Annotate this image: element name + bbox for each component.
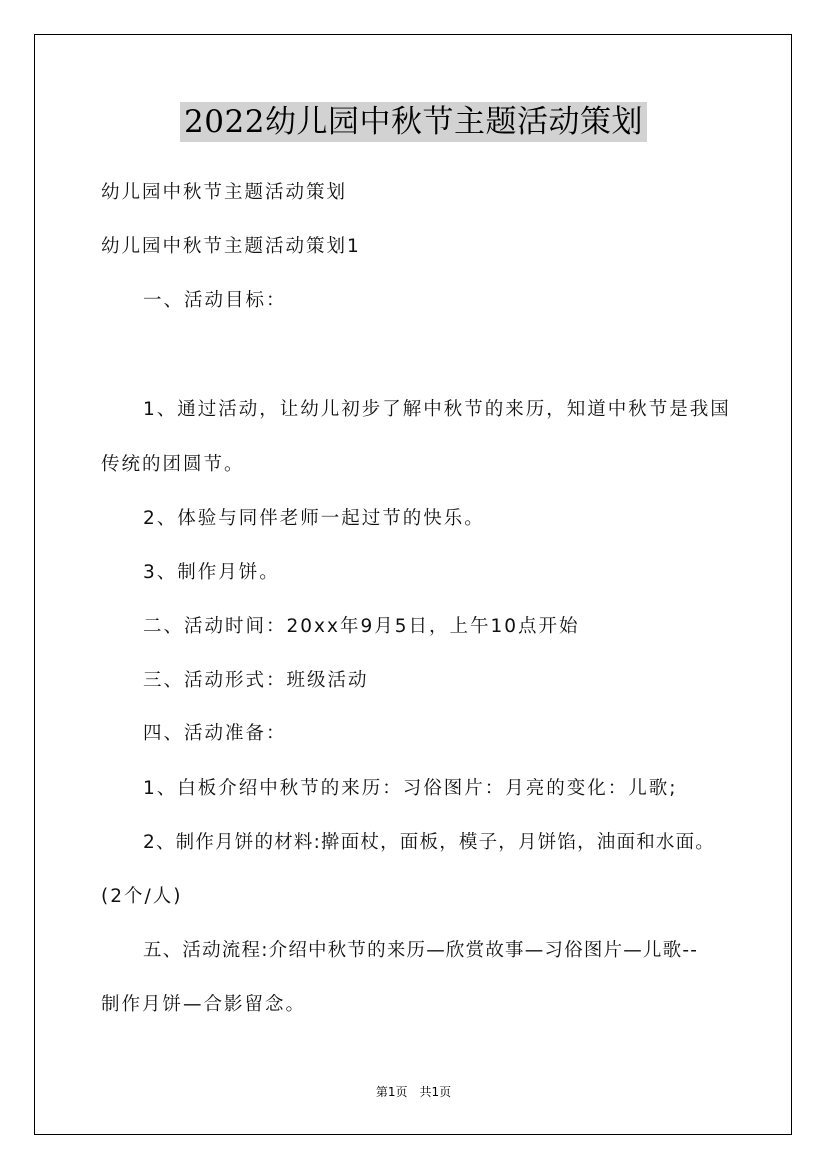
text-line: 一、活动目标：	[143, 290, 287, 311]
text-line: 1、白板介绍中秋节的来历：习俗图片：月亮的变化：儿歌;	[143, 778, 678, 799]
page-number-current: 第1页	[375, 1085, 408, 1099]
text-line: 二、活动时间：20xx年9月5日，上午10点开始	[143, 616, 580, 637]
text-line: 幼儿园中秋节主题活动策划	[101, 182, 348, 203]
text-line: 五、活动流程:介绍中秋节的来历—欣赏故事—习俗图片—儿歌--	[143, 940, 699, 961]
text-line: 幼儿园中秋节主题活动策划1	[101, 236, 361, 257]
text-line: 3、制作月饼。	[143, 562, 280, 583]
text-line: 制作月饼—合影留念。	[101, 994, 307, 1015]
text-line: 三、活动形式：班级活动	[143, 670, 369, 691]
text-line: 2、体验与同伴老师一起过节的快乐。	[143, 508, 485, 529]
title-wrap	[0, 102, 827, 142]
text-line: 1、通过活动，让幼儿初步了解中秋节的来历，知道中秋节是我国	[143, 399, 731, 420]
text-line: 2、制作月饼的材料:擀面杖，面板，模子，月饼馅，油面和水面。	[143, 832, 716, 853]
page-footer	[0, 1084, 827, 1100]
text-line: (2个/人)	[101, 886, 183, 907]
text-line: 四、活动准备：	[143, 723, 287, 744]
text-line: 传统的团圆节。	[101, 454, 245, 475]
page-number-total: 共1页	[419, 1085, 452, 1099]
document-title: 2022幼儿园中秋节主题活动策划	[180, 102, 647, 142]
